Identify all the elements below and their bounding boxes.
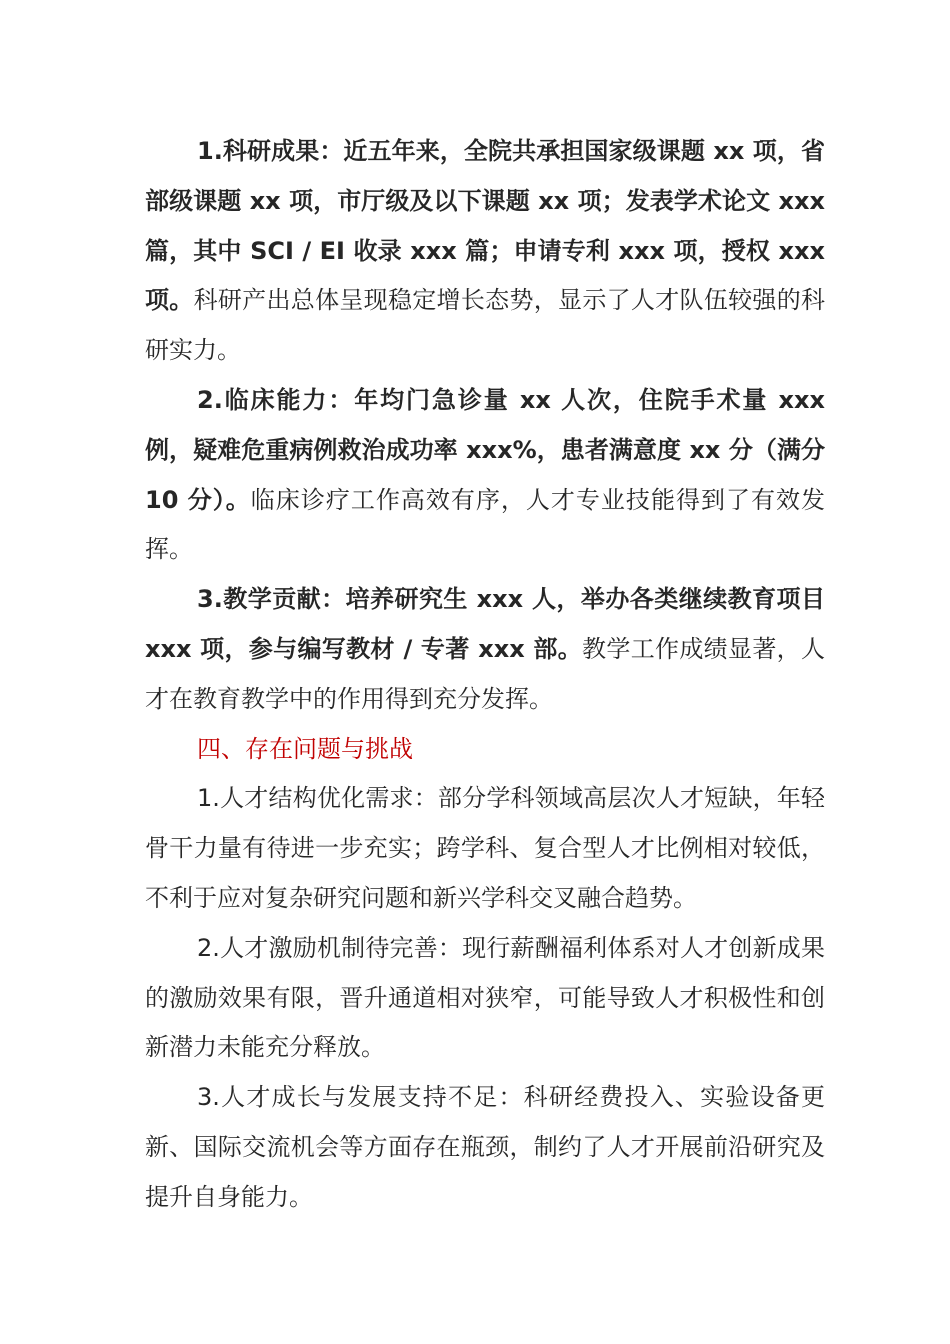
section-heading: 四、存在问题与挑战 [197,734,413,763]
paragraph-body: 教学工作成绩显著，人才在教育教学中的作用得到充分发挥。 [145,634,825,713]
paragraph-lead: 1.科研成果：近五年来，全院共承担国家级课题 xx 项，省部级课题 xx 项，市厅级及以下课题 xx 项；发表学术论文 xxx 篇，其中 SCI / EI 收录 xxx 篇；申请专利 xxx 项，授权 xxx 项。 [145,137,825,315]
paragraph-teaching-contribution [145,575,825,724]
paragraph-lead: 3.教学贡献：培养研究生 xxx 人，举办各类继续教育项目 xxx 项，参与编写教材 / 专著 xxx 部。 [145,585,825,663]
paragraph-body: 临床诊疗工作高效有序，人才专业技能得到了有效发挥。 [145,485,825,564]
document-body [145,127,825,1223]
paragraph-research-results [145,127,825,376]
paragraph-body: 科研产出总体呈现稳定增长态势，显示了人才队伍较强的科研实力。 [145,286,825,365]
paragraph-clinical-ability [145,376,825,575]
issue-incentive-mechanism: 2.人才激励机制待完善：现行薪酬福利体系对人才创新成果的激励效果有限，晋升通道相对狭窄，可能导致人才积极性和创新潜力未能充分释放。 [145,933,825,1062]
issue-talent-structure: 1.人才结构优化需求：部分学科领域高层次人才短缺，年轻骨干力量有待进一步充实；跨学科、复合型人才比例相对较低，不利于应对复杂研究问题和新兴学科交叉融合趋势。 [145,784,825,912]
paragraph-lead: 2.临床能力：年均门急诊量 xx 人次，住院手术量 xxx 例，疑难危重病例救治成功率 xxx%，患者满意度 xx 分（满分 10 分）。 [145,385,825,514]
issue-growth-support: 3.人才成长与发展支持不足：科研经费投入、实验设备更新、国际交流机会等方面存在瓶颈，制约了人才开展前沿研究及提升自身能力。 [145,1083,825,1211]
